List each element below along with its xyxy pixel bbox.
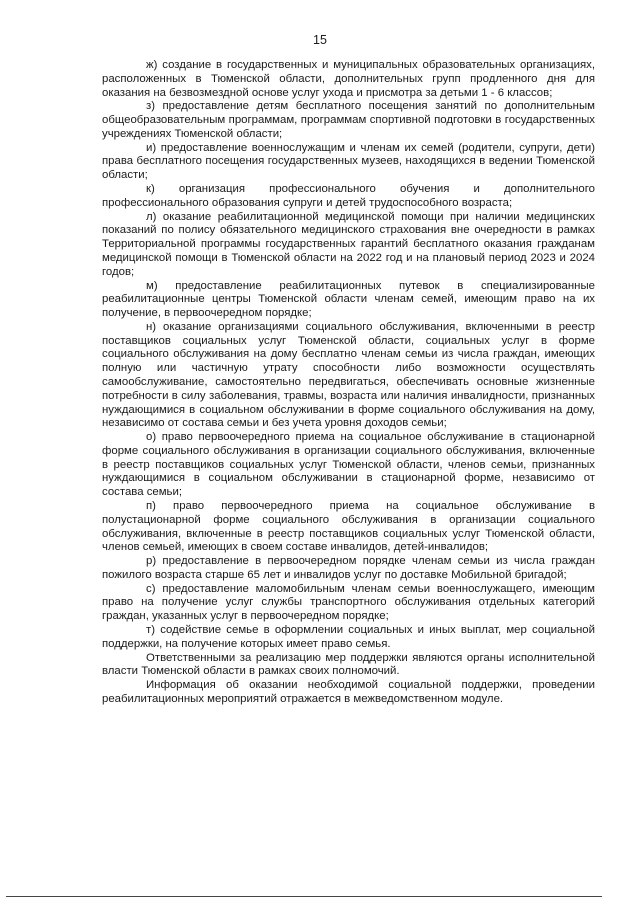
paragraph-t: т) содействие семье в оформлении социальных и иных выплат, мер социальной поддержки, на получение которых имеет право семья. xyxy=(102,624,595,650)
paragraph-n: н) оказание организациями социального обслуживания, включенными в реестр поставщиков социальных услуг Тюменской области, социальных услуг в форме социального обслуживания на дому бесплатно членам семьи из числа граждан, имеющих полную или частичную утрату способности либо возможности осуществлять самообслуживание, самостоятельно передвигаться, обеспечивать основные жизненные потребности в силу заболевания, травмы, возраста или наличия инвалидности, признанных нуждающимися в социальном обслуживании в форме социального обслуживания на дому, независимо от состава семьи и без учета уровня доходов семьи; xyxy=(102,320,595,430)
page-number: 15 xyxy=(313,33,327,47)
paragraph-zh: ж) создание в государственных и муниципальных образовательных организациях, расположенных в Тюменской области, дополнительных групп продленного дня для оказания на безвозмездной основе услуг ухода и присмотра за детьми 1 - 6 классов; xyxy=(102,59,595,99)
paragraph-k: к) организация профессионального обучения и дополнительного профессионального образования супруги и детей трудоспособного возраста; xyxy=(102,183,595,209)
paragraph-information: Информация об оказании необходимой социальной поддержки, проведении реабилитационных мероприятий отражается в межведомственном модуле. xyxy=(102,679,595,705)
paragraph-l: л) оказание реабилитационной медицинской помощи при наличии медицинских показаний по полису обязательного медицинского страхования вне очередности в рамках Территориальной программы государственных гарантий бесплатного оказания гражданам медицинской помощи в Тюменской области на 2022 год и на плановый период 2023 и 2024 годов; xyxy=(102,210,595,278)
paragraph-m: м) предоставление реабилитационных путевок в специализированные реабилитационные центры Тюменской области членам семей, имеющим право на их получение, в первоочередном порядке; xyxy=(102,279,595,320)
paragraph-responsible: Ответственными за реализацию мер поддержки являются органы исполнительной власти Тюменской области в рамках своих полномочий. xyxy=(102,651,595,678)
paragraph-z: з) предоставление детям бесплатного посещения занятий по дополнительным общеобразовательным программам, программам спортивной подготовки в государственных учреждениях Тюменской области; xyxy=(102,100,595,140)
paragraph-r: р) предоставление в первоочередном порядке членам семьи из числа граждан пожилого возраста старше 65 лет и инвалидов услуг по доставке Мобильной бригадой; xyxy=(102,555,595,581)
paragraph-o: о) право первоочередного приема на социальное обслуживание в стационарной форме социального обслуживания в организации социального обслуживания, включенные в реестр поставщиков социальных услуг Тюменской области, членов семьи, признанных нуждающимися в социальном обслуживании в стационарной форме, независимо от состава семьи; xyxy=(102,431,595,499)
document-body xyxy=(102,59,595,707)
bottom-divider xyxy=(6,896,602,897)
paragraph-s: с) предоставление маломобильным членам семьи военнослужащего, имеющим право на получение услуг службы транспортного обслуживания отдельных категорий граждан, указанных услуг в первоочередном порядке; xyxy=(102,582,595,623)
paragraph-p: п) право первоочередного приема на социальное обслуживание в полустационарной форме социального обслуживания в организации социального обслуживания, включенные в реестр поставщиков социальных услуг Тюменской области, членов семьей, имеющих в своем составе инвалидов, детей-инвалидов; xyxy=(102,500,595,554)
paragraph-i: и) предоставление военнослужащим и членам их семей (родители, супруги, дети) права бесплатного посещения государственных музеев, находящихся в ведении Тюменской области; xyxy=(102,141,595,182)
